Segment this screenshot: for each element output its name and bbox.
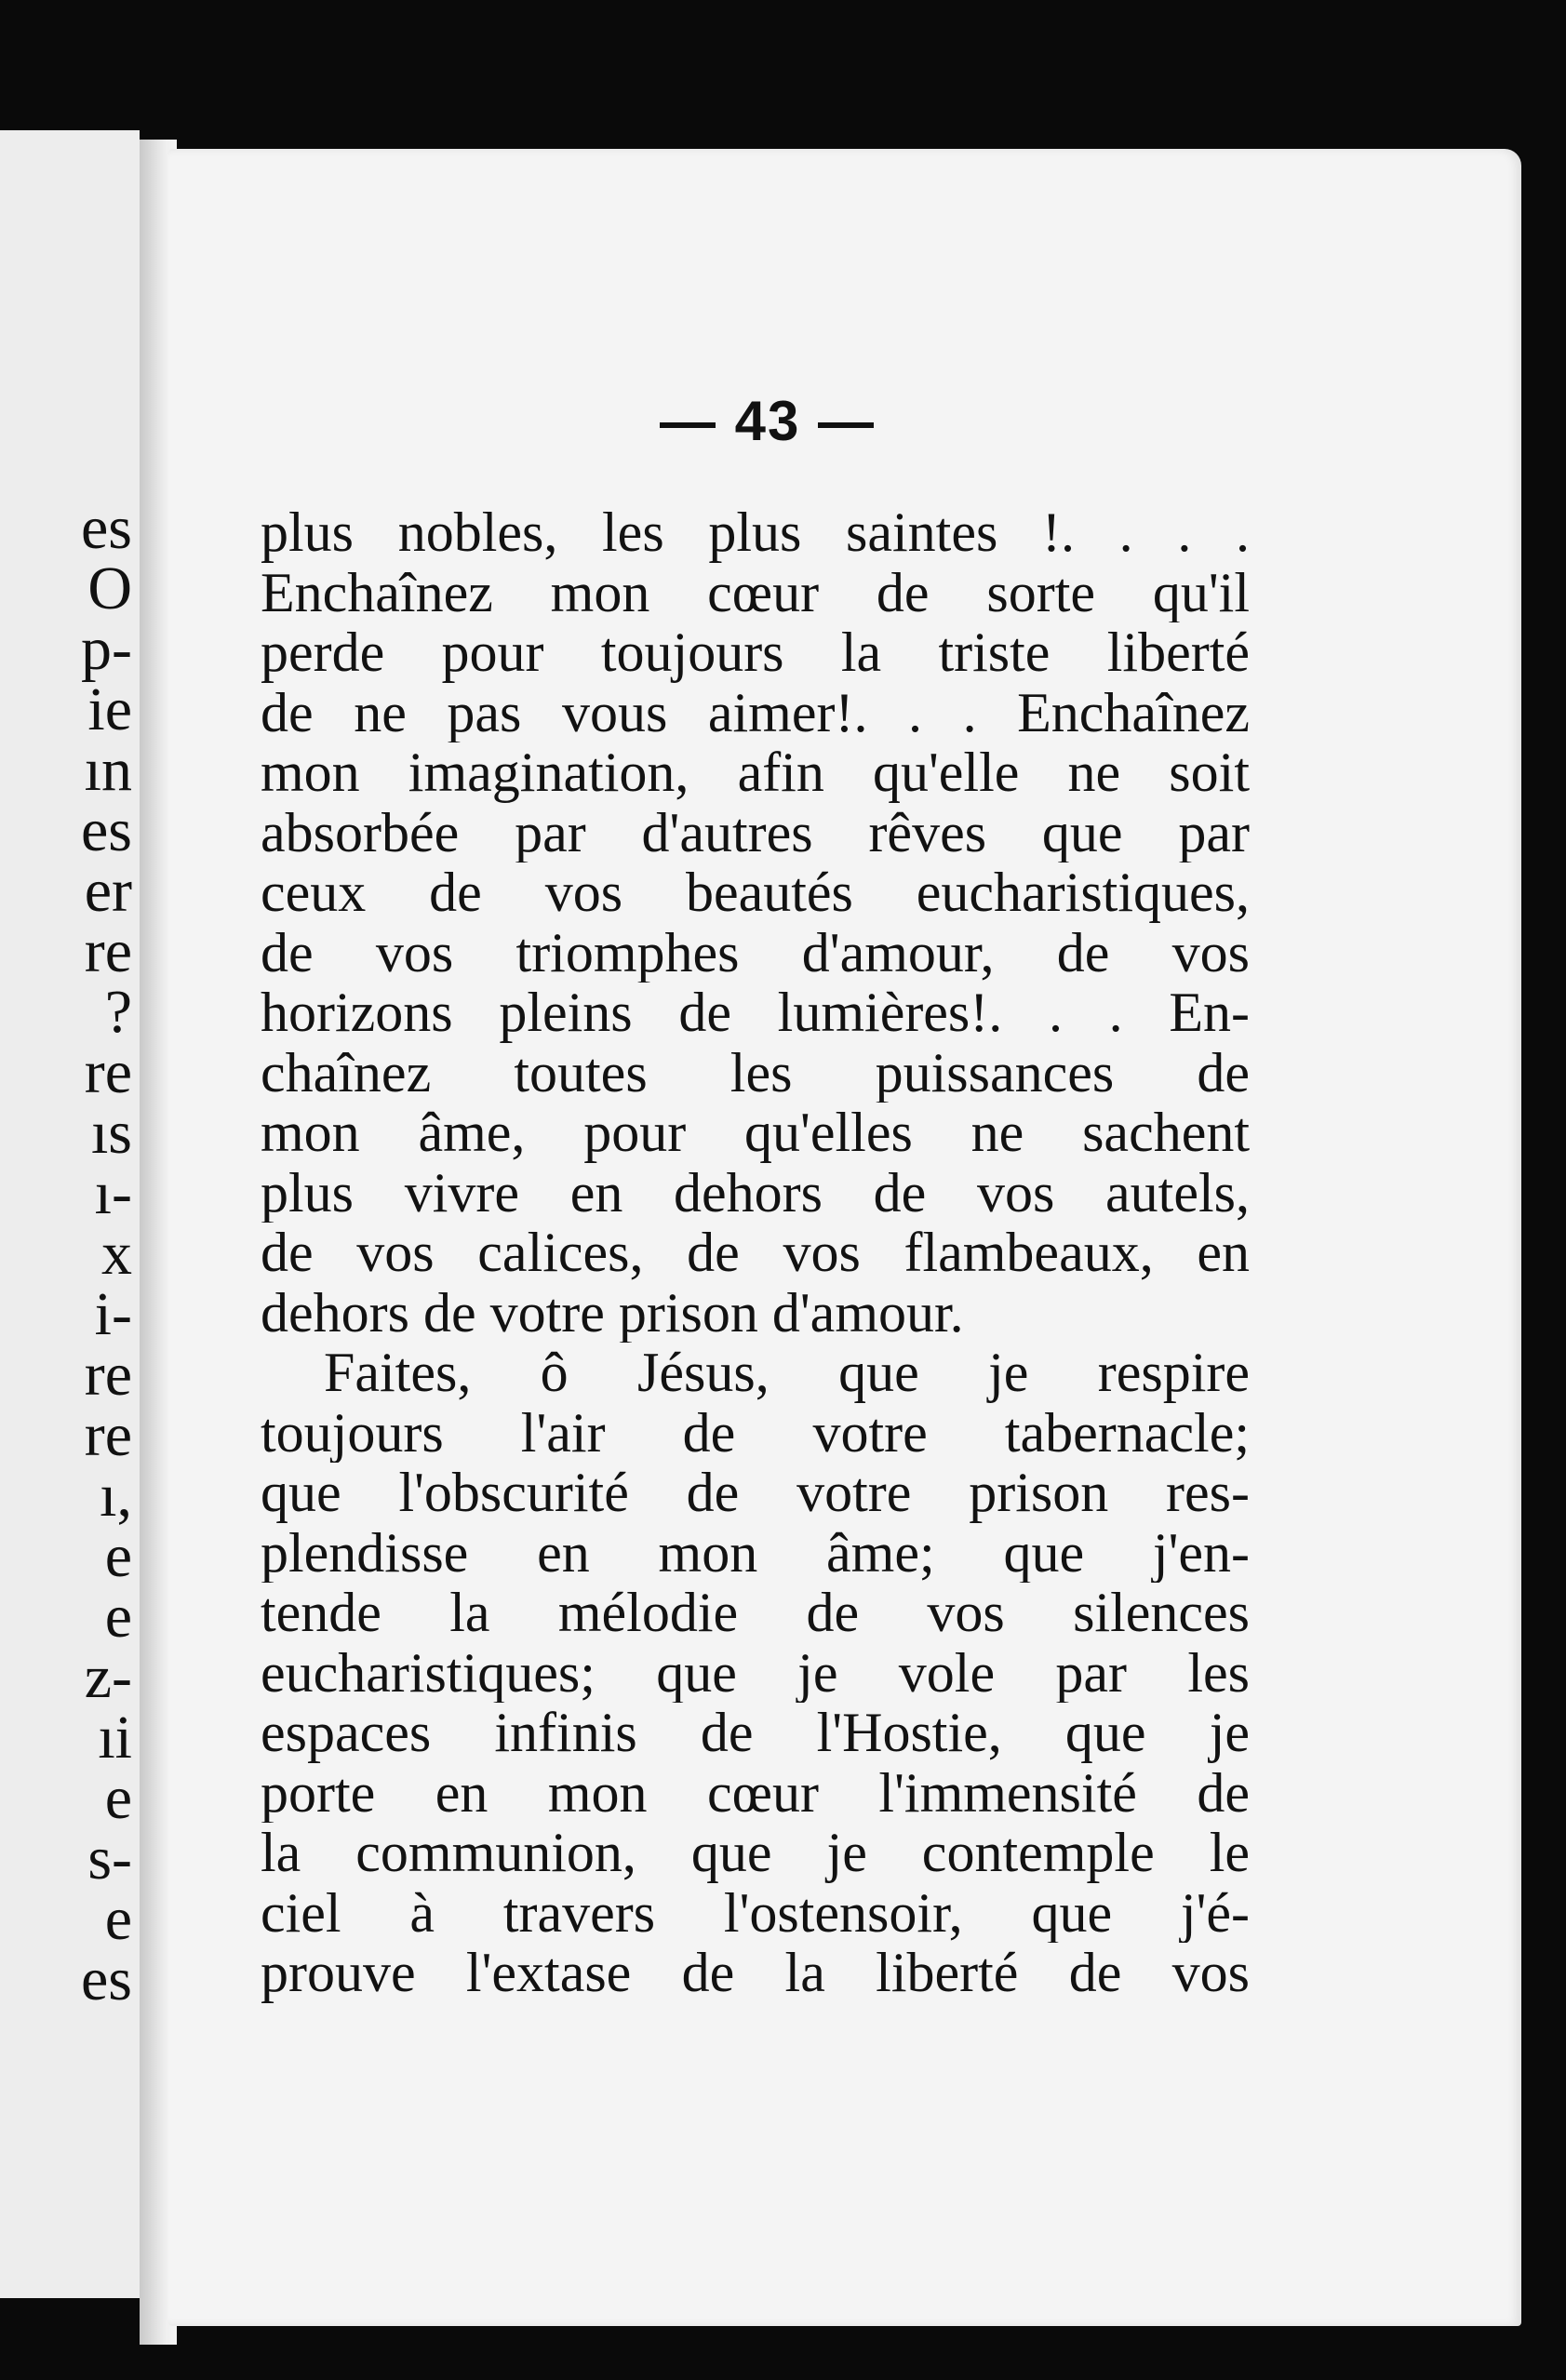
facing-page-fragment: e (104, 1522, 132, 1590)
page-number: — 43 — (659, 390, 877, 452)
text-line: la communion, que je contemple le (261, 1823, 1250, 1883)
text-line: absorbée par d'autres rêves que par (261, 802, 1250, 862)
facing-page-fragment: i- (94, 1280, 132, 1348)
facing-page-fragment: e (104, 1764, 132, 1832)
text-line: ceux de vos beautés eucharistiques, (261, 862, 1250, 923)
text-line: plus vivre en dehors de vos autels, (261, 1162, 1250, 1223)
facing-page-fragment: O (87, 555, 132, 622)
facing-page-fragment: re (84, 917, 132, 985)
facing-page-fragment: p- (81, 615, 132, 683)
text-line: Enchaînez mon cœur de sorte qu'il (261, 562, 1250, 622)
facing-page-fragment: es (81, 1945, 132, 2013)
text-line: de vos calices, de vos flambeaux, en (261, 1223, 1250, 1283)
text-line: plendisse en mon âme; que j'en- (261, 1522, 1250, 1583)
facing-page-fragment: re (84, 1341, 132, 1409)
text-line: de ne pas vous aimer!. . . Enchaînez (261, 682, 1250, 742)
facing-page-fragment: re (84, 1401, 132, 1469)
facing-page-fragment: ın (84, 736, 132, 804)
facing-page-fragment: e (104, 1885, 132, 1953)
text-line: toujours l'air de votre tabernacle; (261, 1402, 1250, 1463)
facing-page-fragment: s- (87, 1825, 132, 1892)
facing-page-fragment: ıs (90, 1099, 132, 1167)
page-text (261, 502, 1250, 2003)
book-page (167, 149, 1521, 2326)
facing-page-fragment: es (81, 494, 132, 562)
text-line: tende la mélodie de vos silences (261, 1583, 1250, 1643)
facing-page-fragment: ı- (94, 1159, 132, 1227)
facing-page-edge (0, 130, 140, 2298)
facing-page-fragment: ıi (98, 1704, 132, 1772)
text-line: de vos triomphes d'amour, de vos (261, 922, 1250, 983)
facing-page-fragment: es (81, 796, 132, 864)
text-line: prouve l'extase de la liberté de vos (261, 1943, 1250, 2003)
text-line: mon imagination, afin qu'elle ne soit (261, 742, 1250, 803)
facing-page-fragment: z- (84, 1643, 132, 1711)
text-line: mon âme, pour qu'elles ne sachent (261, 1103, 1250, 1163)
text-line: que l'obscurité de votre prison res- (261, 1463, 1250, 1523)
text-line: plus nobles, les plus saintes !. . . . (261, 502, 1250, 563)
text-line: horizons pleins de lumières!. . . En- (261, 983, 1250, 1043)
text-line: eucharistiques; que je vole par les (261, 1642, 1250, 1703)
facing-page-fragment: er (84, 857, 132, 925)
facing-page-fragment: ı, (100, 1462, 132, 1530)
text-line: ciel à travers l'ostensoir, que j'é- (261, 1882, 1250, 1943)
text-line: porte en mon cœur l'immensité de (261, 1762, 1250, 1823)
facing-page-fragment: re (84, 1038, 132, 1106)
text-line: chaînez toutes les puissances de (261, 1042, 1250, 1103)
facing-page-fragment: ie (87, 675, 132, 743)
text-line: perde pour toujours la triste liberté (261, 622, 1250, 683)
facing-page-fragment: x (101, 1220, 132, 1288)
text-line: dehors de votre prison d'amour. (261, 1282, 964, 1343)
text-line: espaces infinis de l'Hostie, que je (261, 1703, 1250, 1763)
facing-page-fragment: e (104, 1583, 132, 1651)
text-line: Faites, ô Jésus, que je respire (324, 1343, 1250, 1403)
facing-page-fragment: ? (104, 978, 132, 1046)
